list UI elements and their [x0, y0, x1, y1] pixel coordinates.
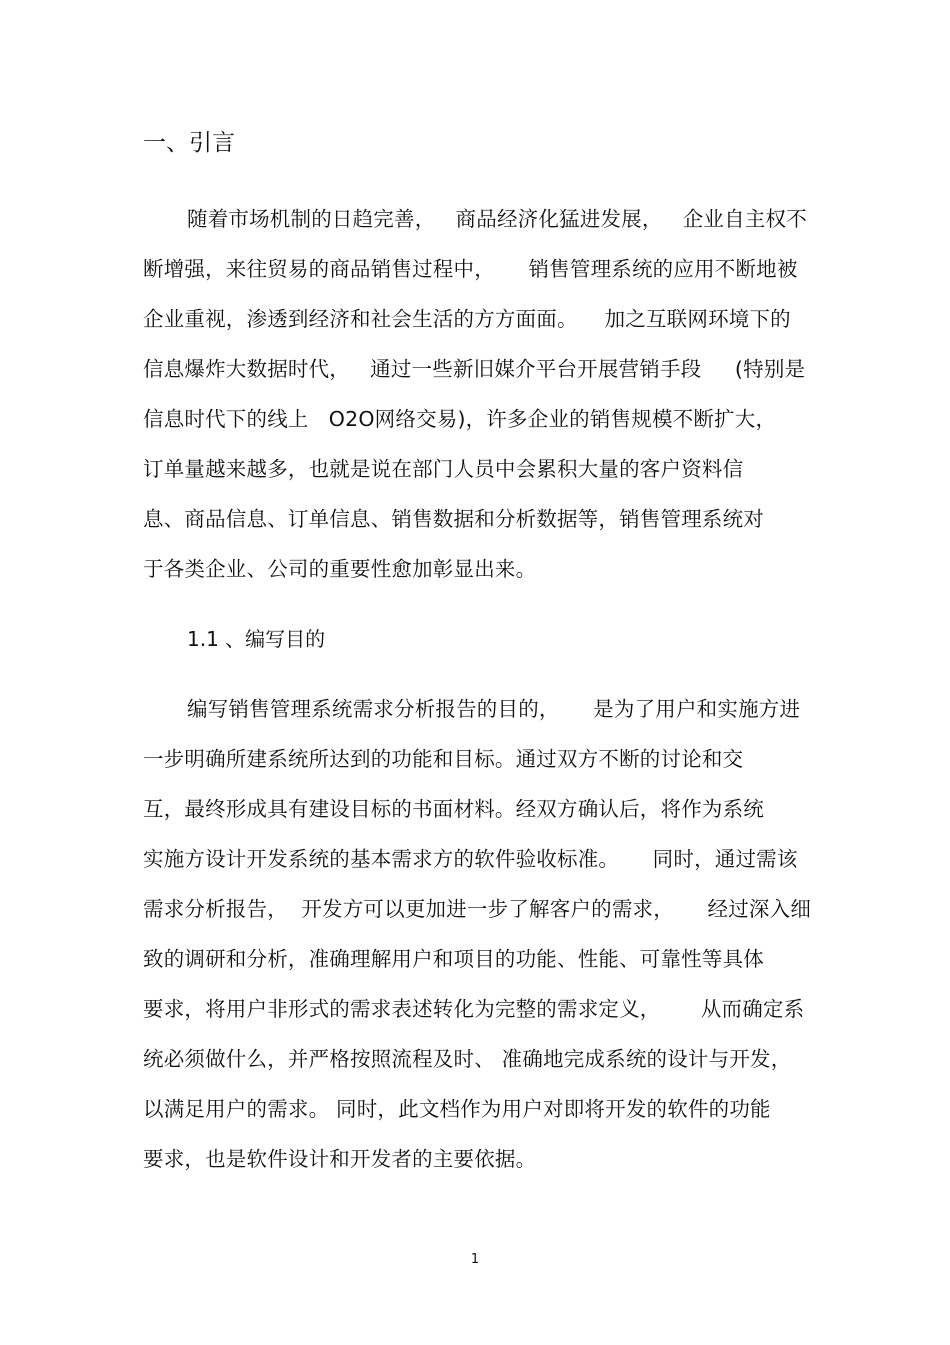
- paragraph-line: 需求分析报告， 开发方可以更加进一步了解客户的需求， 经过深入细: [143, 897, 812, 921]
- paragraph-line: 订单量越来越多，也就是说在部门人员中会累积大量的客户资料信: [143, 457, 744, 481]
- paragraph-line: 致的调研和分析，准确理解用户和项目的功能、性能、可靠性等具体: [143, 947, 764, 971]
- paragraph-line: 要求，将用户非形式的需求表述转化为完整的需求定义， 从而确定系: [143, 997, 805, 1021]
- paragraph-line: 编写销售管理系统需求分析报告的目的， 是为了用户和实施方进: [187, 697, 801, 721]
- paragraph-line: 信息爆炸大数据时代， 通过一些新旧媒介平台开展营销手段 (特别是: [143, 357, 806, 381]
- paragraph-line: 互，最终形成具有建设目标的书面材料。经双方确认后，将作为系统: [143, 797, 764, 821]
- paragraph-line: 息、商品信息、订单信息、销售数据和分析数据等，销售管理系统对: [143, 507, 764, 531]
- paragraph-line: 企业重视，渗透到经济和社会生活的方方面面。 加之互联网环境下的: [143, 307, 791, 331]
- subsection-heading: 1.1 、编写目的: [187, 627, 326, 651]
- paragraph-line: 于各类企业、公司的重要性愈加彰显出来。: [143, 557, 537, 581]
- paragraph-line: 信息时代下的线上 O2O网络交易)，许多企业的销售规模不断扩大，: [143, 407, 777, 431]
- paragraph-line: 统必须做什么，并严格按照流程及时、 准确地完成系统的设计与开发，: [143, 1047, 792, 1071]
- paragraph-line: 以满足用户的需求。 同时，此文档作为用户对即将开发的软件的功能: [143, 1097, 771, 1121]
- paragraph-line: 随着市场机制的日趋完善， 商品经济化猛进发展， 企业自主权不: [187, 207, 807, 231]
- paragraph-line: 一步明确所建系统所达到的功能和目标。通过双方不断的讨论和交: [143, 747, 744, 771]
- paragraph-line: 断增强，来往贸易的商品销售过程中， 销售管理系统的应用不断地被: [143, 257, 798, 281]
- section-heading: 一、引言: [143, 130, 235, 156]
- paragraph-line: 实施方设计开发系统的基本需求方的软件验收标准。 同时，通过需该: [143, 847, 798, 871]
- page-number: 1: [470, 1252, 480, 1267]
- paragraph-line: 要求，也是软件设计和开发者的主要依据。: [143, 1147, 537, 1171]
